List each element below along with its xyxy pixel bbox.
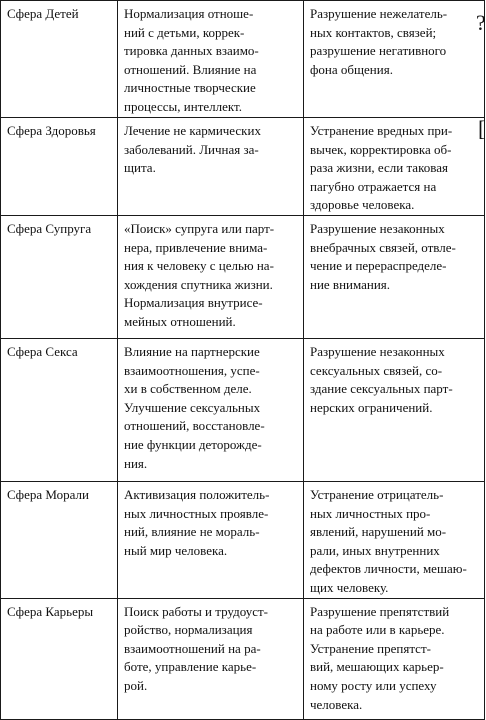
removal-line: ных личностных про- [310, 505, 431, 521]
table-row [1, 338, 485, 481]
removal-cell [304, 481, 485, 598]
removal-line: здоровье человека. [310, 197, 415, 213]
removal-line: Устранение отрицатель- [310, 486, 444, 502]
table-row [1, 215, 485, 338]
actions-line: рой. [124, 677, 148, 693]
actions-line: Влияние на партнерские [124, 343, 260, 359]
actions-line: отношений, восстановле- [124, 418, 265, 434]
actions-line: личностные творческие [124, 80, 256, 96]
actions-cell [118, 118, 304, 216]
actions-line: взаимоотношений на ра- [124, 640, 261, 656]
actions-line: нера, привлечение внима- [124, 239, 268, 255]
actions-cell [118, 338, 304, 481]
removal-cell [304, 1, 485, 118]
actions-cell [118, 598, 304, 719]
removal-line: Разрушение препятствий [310, 603, 450, 619]
actions-line: заболеваний. Личная за- [124, 141, 259, 157]
sphere-name: Сфера Детей [7, 6, 79, 21]
actions-line: тировка данных взаимо- [124, 43, 259, 59]
actions-line: Нормализация внутрисе- [124, 295, 263, 311]
actions-line: боте, управление карье- [124, 659, 257, 675]
table-row [1, 598, 485, 719]
removal-line: нерских ограничений. [310, 399, 433, 415]
actions-line: хождения спутника жизни. [124, 276, 273, 292]
table-body [1, 1, 485, 720]
actions-line: отношений. Влияние на [124, 61, 257, 77]
table-row [1, 1, 485, 118]
actions-line: мейных отношений. [124, 313, 236, 329]
sphere-name: Сфера Секса [7, 343, 78, 359]
actions-cell [118, 481, 304, 598]
removal-line: раза жизни, если таковая [310, 160, 448, 176]
actions-line: ния к человеку с целью на- [124, 258, 274, 274]
removal-line: чение и перераспределе- [310, 258, 447, 274]
removal-line: внебрачных связей, отвле- [310, 239, 456, 255]
removal-cell [304, 338, 485, 481]
removal-line: дефектов личности, мешаю- [310, 561, 467, 577]
actions-line: Нормализация отноше- [124, 6, 254, 21]
actions-line: ний с детьми, коррек- [124, 24, 245, 40]
removal-line: вий, мешающих карьер- [310, 659, 444, 675]
actions-line: ных личностных проявле- [124, 505, 269, 521]
removal-line: явлений, нарушений мо- [310, 524, 447, 540]
actions-line: ние функции деторожде- [124, 436, 262, 452]
margin-mark-question: ? [476, 10, 486, 35]
actions-line: ний, влияние не мораль- [124, 524, 260, 540]
removal-cell [304, 598, 485, 719]
removal-line: Разрушение незаконных [310, 220, 445, 236]
margin-mark-bracket: [ [478, 116, 486, 141]
removal-line: рали, иных внутренних [310, 542, 440, 558]
sphere-name-cell [1, 1, 118, 118]
table-row [1, 481, 485, 598]
removal-line: сексуальных связей, со- [310, 362, 443, 378]
removal-line: здание сексуальных парт- [310, 381, 453, 397]
sphere-name-cell [1, 598, 118, 719]
removal-line: ному росту или успеху [310, 677, 437, 693]
sphere-name: Сфера Супруга [7, 220, 92, 236]
removal-line: вычек, корректировка об- [310, 141, 452, 157]
removal-line: на работе или в карьере. [310, 622, 445, 638]
sphere-name-cell [1, 118, 118, 216]
sphere-name-cell [1, 338, 118, 481]
actions-line: хи в собственном деле. [124, 381, 252, 397]
actions-line: ройство, нормализация [124, 622, 253, 638]
actions-cell [118, 1, 304, 118]
removal-line: щих человеку. [310, 579, 389, 595]
actions-line: Поиск работы и трудоуст- [124, 603, 269, 619]
sphere-name: Сфера Карьеры [7, 603, 94, 619]
actions-line: «Поиск» супруга или парт- [124, 220, 275, 236]
actions-line: ный мир человека. [124, 542, 228, 558]
sphere-name: Сфера Морали [7, 486, 89, 502]
table-row [1, 118, 485, 216]
removal-line: разрушение негативного [310, 43, 447, 59]
actions-line: щита. [124, 160, 156, 176]
sphere-name: Сфера Здоровья [7, 123, 96, 138]
actions-line: процессы, интеллект. [124, 98, 242, 114]
removal-line: человека. [310, 696, 363, 712]
removal-cell [304, 118, 485, 216]
removal-line: пагубно отражается на [310, 178, 437, 194]
sphere-name-cell [1, 481, 118, 598]
removal-line: ных контактов, связей; [310, 24, 437, 40]
removal-line: Разрушение нежелатель- [310, 6, 448, 21]
removal-line: Устранение вредных при- [310, 123, 453, 138]
sphere-name-cell [1, 215, 118, 338]
removal-line: Разрушение незаконных [310, 343, 445, 359]
actions-line: взаимоотношения, успе- [124, 362, 260, 378]
actions-line: Лечение не кармических [124, 123, 261, 138]
removal-line: Устранение препятст- [310, 640, 431, 656]
removal-cell [304, 215, 485, 338]
removal-line: фона общения. [310, 61, 393, 77]
actions-line: Улучшение сексуальных [124, 399, 261, 415]
actions-line: ния. [124, 455, 148, 471]
actions-line: Активизация положитель- [124, 486, 270, 502]
actions-cell [118, 215, 304, 338]
removal-line: ние внимания. [310, 276, 391, 292]
